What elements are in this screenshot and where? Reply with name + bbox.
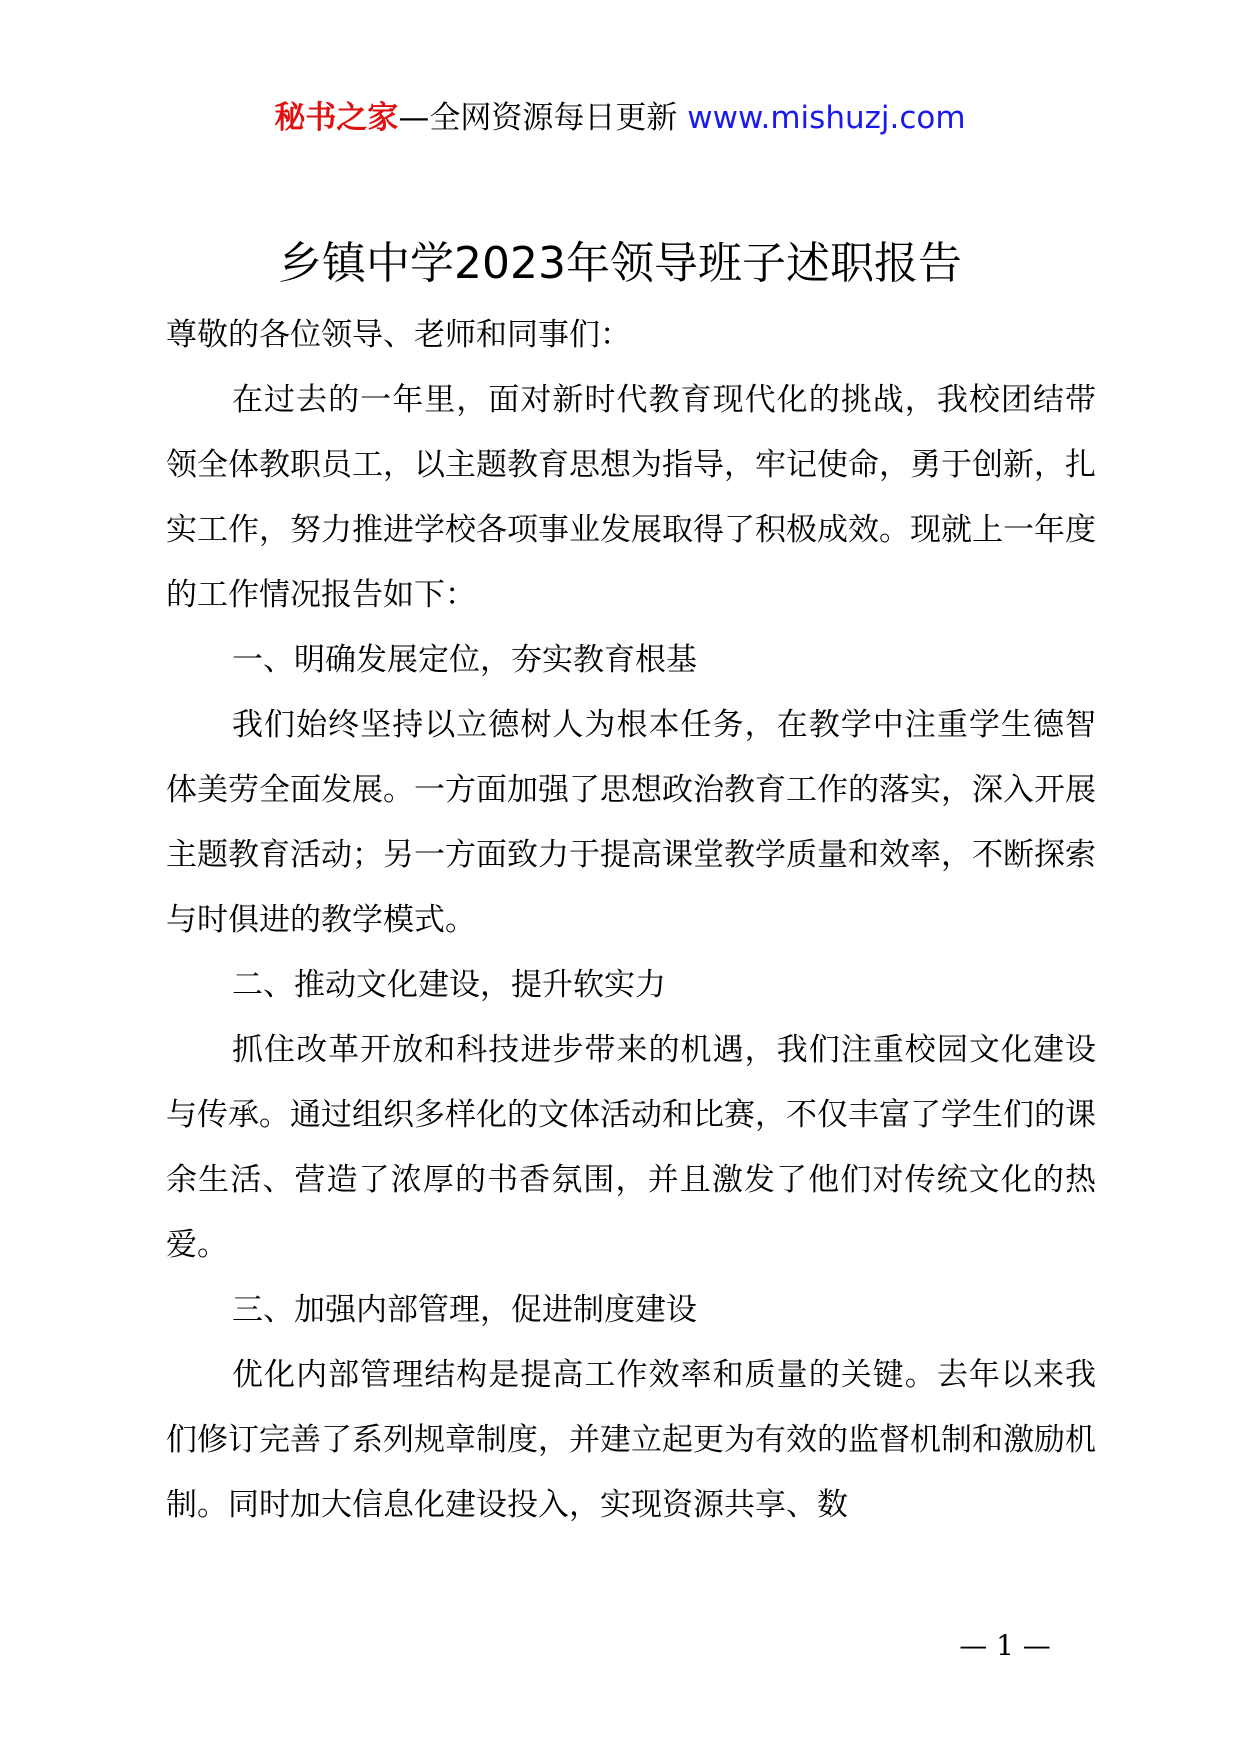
section-heading-2: 二、推动文化建设，提升软实力 bbox=[232, 967, 666, 1003]
intro-paragraph: 在过去的一年里，面对新时代教育现代化的挑战，我校团结带领全体教职员工，以主题教育思想为指导，牢记使命，勇于创新，扎实工作，努力推进学校各项事业发展取得了积极成效。现就上一年度的工作情况报告如下： bbox=[166, 382, 1096, 613]
section-paragraph-2: 抓住改革开放和科技进步带来的机遇，我们注重校园文化建设与传承。通过组织多样化的文体活动和比赛，不仅丰富了学生们的课余生活、营造了浓厚的书香氛围，并且激发了他们对传统文化的热爱。 bbox=[166, 1032, 1096, 1263]
document-title: 乡镇中学2023年领导班子述职报告 bbox=[278, 238, 962, 289]
section-heading-3: 三、加强内部管理，促进制度建设 bbox=[232, 1292, 697, 1328]
section-paragraph-3: 优化内部管理结构是提高工作效率和质量的关键。去年以来我们修订完善了系列规章制度，并建立起更为有效的监督机制和激励机制。同时加大信息化建设投入，实现资源共享、数 bbox=[166, 1357, 1096, 1523]
site-url-link[interactable]: www.mishuzj.com bbox=[687, 100, 966, 136]
section-heading-1: 一、明确发展定位，夯实教育根基 bbox=[232, 642, 697, 678]
brand-name: 秘书之家 bbox=[274, 100, 399, 136]
page-number: — 1 — bbox=[959, 1629, 1051, 1662]
section-paragraph-1: 我们始终坚持以立德树人为根本任务，在教学中注重学生德智体美劳全面发展。一方面加强了思想政治教育工作的落实，深入开展主题教育活动；另一方面致力于提高课堂教学质量和效率，不断探索与时俱进的教学模式。 bbox=[166, 707, 1096, 938]
document-body bbox=[166, 303, 1096, 1538]
salutation: 尊敬的各位领导、老师和同事们： bbox=[166, 317, 631, 353]
header-tagline: —全网资源每日更新 bbox=[398, 100, 678, 136]
site-header bbox=[0, 98, 1240, 138]
